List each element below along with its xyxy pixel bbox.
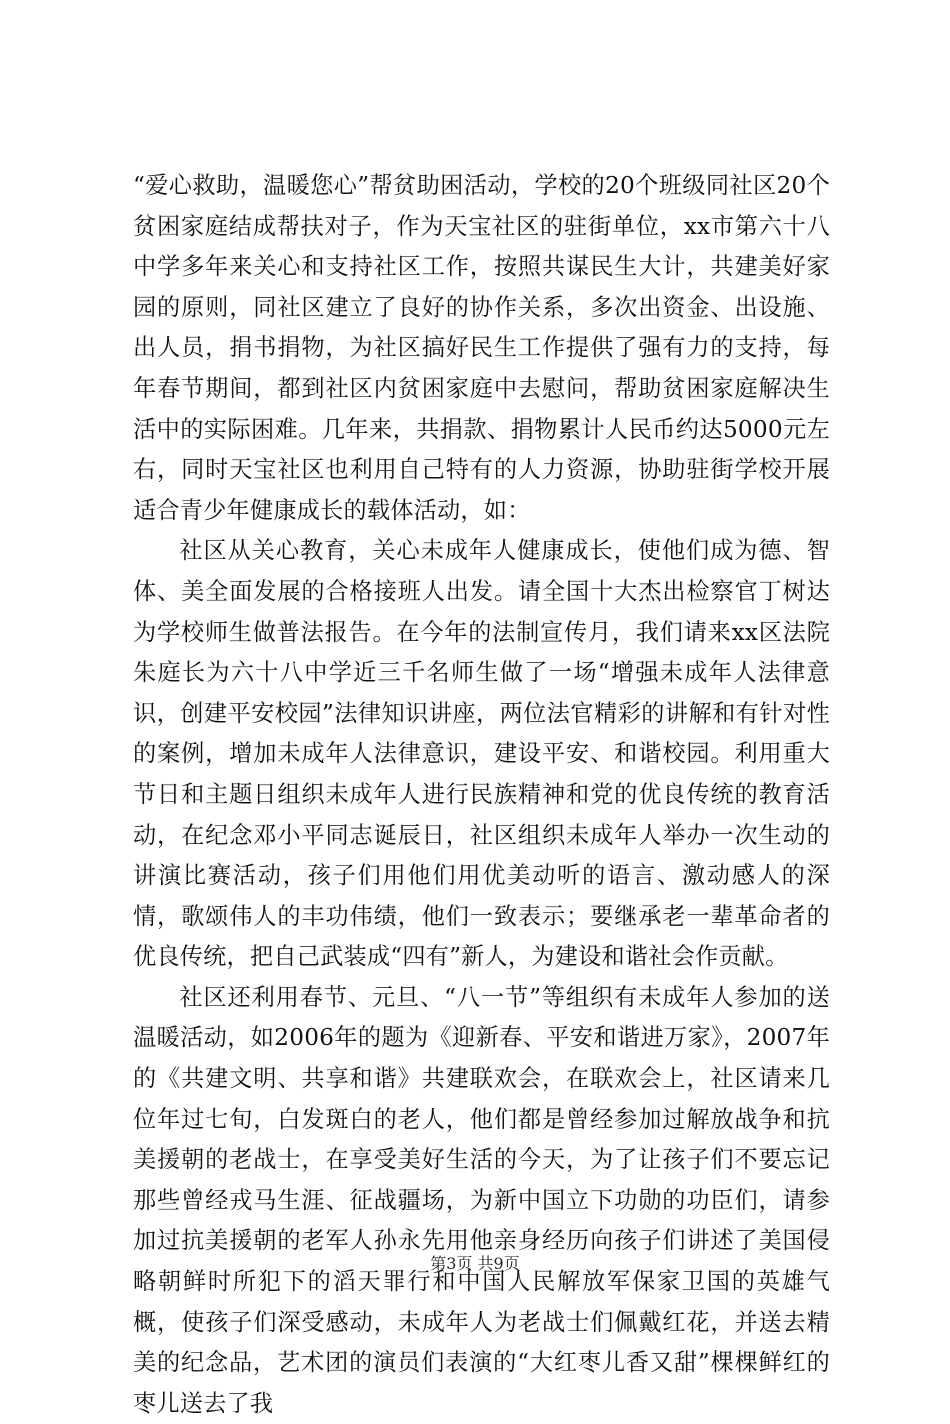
paragraph-3: 社区还利用春节、元旦、“八一节”等组织有未成年人参加的送温暖活动，如2006年的题为《迎新春、平安和谐进万家》，2007年的《共建文明、共享和谐》共建联欢会，在联欢会上，社区请来几位年过七旬，白发斑白的老人，他们都是曾经参加过解放战争和抗美援朝的老战士，在享受美好生活的今天，为了让孩子们不要忘记那些曾经戎马生涯、征战疆场，为新中国立下功勋的功臣们，请参加过抗美援朝的老军人孙永先用他亲身经历向孩子们讲述了美国侵略朝鲜时所犯下的滔天罪行和中国人民解放军保家卫国的英雄气概，使孩子们深受感动，未成年人为老战士们佩戴红花，并送去精美的纪念品，艺术团的演员们表演的“大红枣儿香又甜”棵棵鲜红的枣儿送去了我 [133, 983, 830, 1417]
page-footer [0, 1254, 950, 1274]
paragraph-2: 社区从关心教育，关心未成年人健康成长，使他们成为德、智体、美全面发展的合格接班人出发。请全国十大杰出检察官丁树达为学校师生做普法报告。在今年的法制宣传月，我们请来xx区法院朱庭长为六十八中学近三千名师生做了一场“增强未成年人法律意识，创建平安校园”法律知识讲座，两位法官精彩的讲解和有针对性的案例，增加未成年人法律意识，建设平安、和谐校园。利用重大节日和主题日组织未成年人进行民族精神和党的优良传统的教育活动，在纪念邓小平同志诞辰日，社区组织未成年人举办一次生动的讲演比赛活动，孩子们用他们用优美动听的语言、激动感人的深情，歌颂伟人的丰功伟绩，他们一致表示；要继承老一辈革命者的优良传统，把自己武装成“四有”新人，为建设和谐社会作贡献。 [133, 537, 830, 971]
paragraph-1: “爱心救助，温暖您心”帮贫助困活动，学校的20个班级同社区20个贫困家庭结成帮扶对子，作为天宝社区的驻街单位，xx市第六十八中学多年来关心和支持社区工作，按照共谋民生大计，共建美好家园的原则，同社区建立了良好的协作关系，多次出资金、出设施、出人员，捐书捐物，为社区搞好民生工作提供了强有力的支持，每年春节期间，都到社区内贫困家庭中去慰问，帮助贫困家庭解决生活中的实际困难。几年来，共捐款、捐物累计人民币约达5000元左右，同时天宝社区也利用自己特有的人力资源，协助驻街学校开展适合青少年健康成长的载体活动，如： [133, 172, 830, 524]
document-body [133, 166, 830, 1424]
page-indicator: 第3页 共9页 [430, 1254, 520, 1273]
